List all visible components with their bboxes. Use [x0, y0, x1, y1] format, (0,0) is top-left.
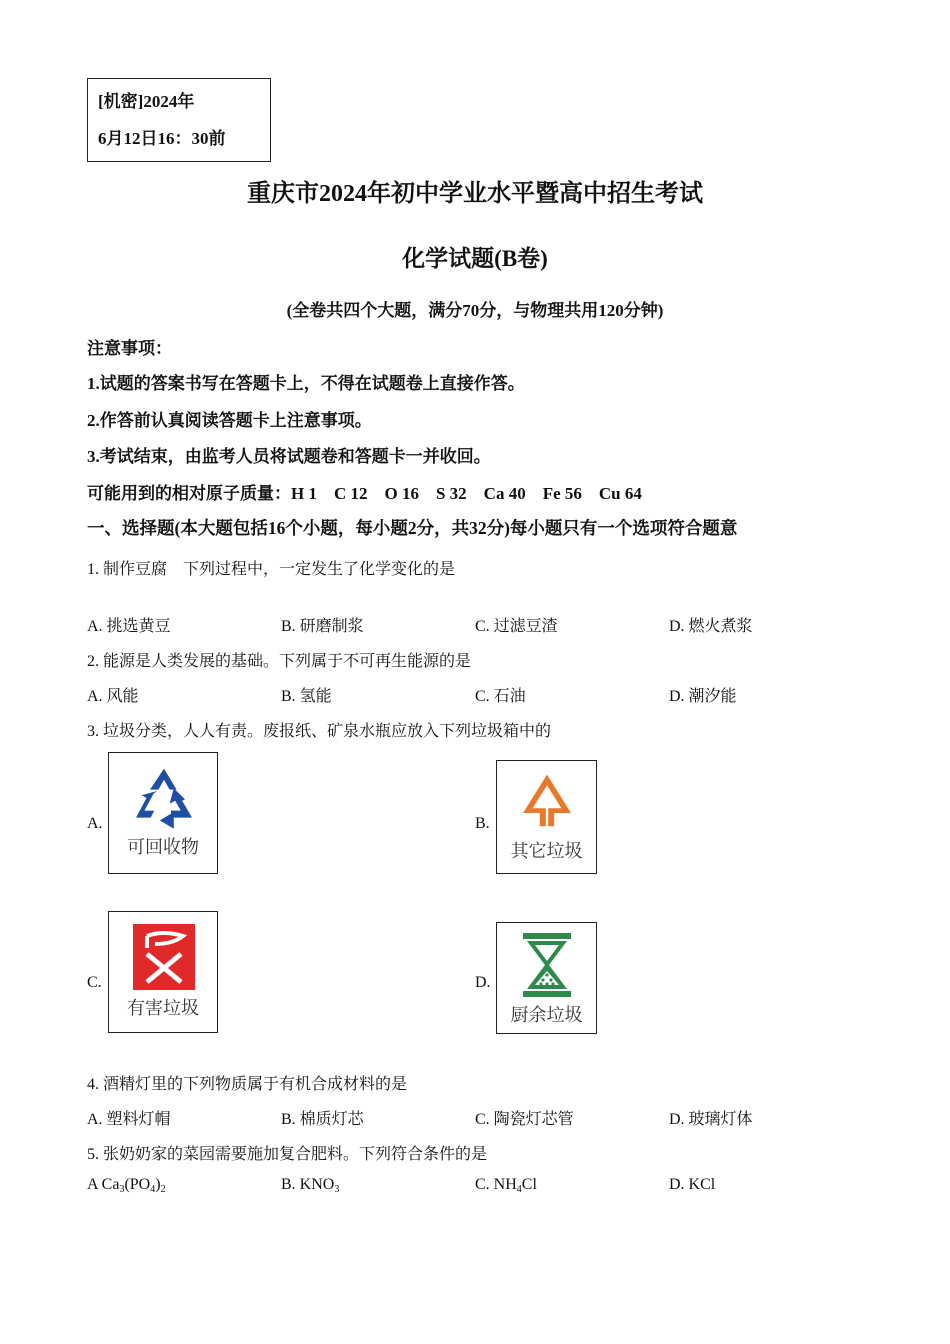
q2-option-b: B. 氢能 — [281, 688, 332, 705]
kitchen-waste-icon — [519, 933, 575, 997]
formula-part: D. KCl — [669, 1176, 716, 1193]
q4-option-b: B. 棉质灯芯 — [281, 1111, 364, 1128]
formula-part: Cl — [521, 1176, 537, 1193]
q3-option-d: D. — [475, 974, 491, 991]
q2-option-d: D. 潮汐能 — [669, 688, 737, 705]
other-waste-bin-sign — [496, 760, 597, 874]
other-waste-icon — [517, 771, 577, 831]
q5-option-d — [669, 1176, 715, 1194]
kitchen-waste-bin-sign — [496, 922, 597, 1034]
question-5-stem: 5. 张奶奶家的菜园需要施加复合肥料。下列符合条件的是 — [87, 1146, 488, 1163]
sign-label: 可回收物 — [127, 837, 199, 858]
section-heading: 一、选择题(本大题包括16个小题，每小题2分，共32分)每小题只有一个选项符合题意 — [87, 518, 738, 538]
notice-heading: 注意事项： — [87, 339, 172, 358]
confidential-box — [87, 78, 271, 162]
confidential-line2: 6月12日16：30前 — [98, 129, 226, 148]
sign-label: 厨余垃圾 — [510, 1005, 583, 1026]
exam-title: 重庆市2024年初中学业水平暨高中招生考试 — [247, 181, 703, 207]
recyclable-bin-sign — [108, 752, 218, 874]
formula-subscript: 4 — [150, 1184, 156, 1195]
question-1-stem: 1. 制作豆腐 下列过程中，一定发生了化学变化的是 — [87, 561, 456, 578]
sign-label: 其它垃圾 — [510, 841, 583, 862]
atomic-masses: 可能用到的相对原子质量：H 1 C 12 O 16 S 32 Ca 40 Fe 56 Cu 64 — [87, 484, 642, 503]
notice-item: 3.考试结束，由监考人员将试题卷和答题卡一并收回。 — [87, 447, 491, 466]
q1-option-c: C. 过滤豆渣 — [475, 618, 558, 635]
recycle-icon — [129, 763, 199, 833]
hazardous-waste-bin-sign — [108, 911, 218, 1033]
question-3-stem: 3. 垃圾分类，人人有责。废报纸、矿泉水瓶应放入下列垃圾箱中的 — [87, 723, 552, 740]
q4-option-d: D. 玻璃灯体 — [669, 1111, 753, 1128]
notice-item: 1.试题的答案书写在答题卡上，不得在试题卷上直接作答。 — [87, 374, 525, 393]
formula-subscript: 2 — [160, 1184, 166, 1195]
q4-option-a: A. 塑料灯帽 — [87, 1111, 171, 1128]
confidential-line1: [机密]2024年 — [98, 92, 195, 111]
notice-item: 2.作答前认真阅读答题卡上注意事项。 — [87, 411, 372, 430]
formula-part: C. NH — [475, 1176, 517, 1193]
q5-option-c — [475, 1176, 537, 1195]
formula-part: A Ca — [87, 1176, 120, 1193]
q5-option-a — [87, 1176, 166, 1195]
q3-option-a: A. — [87, 815, 103, 832]
formula-part: B. KNO — [281, 1176, 335, 1193]
question-2-stem: 2. 能源是人类发展的基础。下列属于不可再生能源的是 — [87, 653, 472, 670]
q3-option-b: B. — [475, 815, 490, 832]
q5-option-b — [281, 1176, 339, 1195]
q4-option-c: C. 陶瓷灯芯管 — [475, 1111, 574, 1128]
q3-option-c: C. — [87, 974, 102, 991]
question-4-stem: 4. 酒精灯里的下列物质属于有机合成材料的是 — [87, 1076, 408, 1093]
q2-option-c: C. 石油 — [475, 688, 526, 705]
formula-subscript: 3 — [334, 1184, 340, 1195]
formula-part: (PO — [124, 1176, 151, 1193]
q1-option-a: A. 挑选黄豆 — [87, 618, 171, 635]
hazardous-waste-icon — [133, 924, 195, 990]
q2-option-a: A. 风能 — [87, 688, 139, 705]
formula-part: ) — [155, 1176, 161, 1193]
formula-subscript: 3 — [119, 1184, 125, 1195]
q1-option-b: B. 研磨制浆 — [281, 618, 364, 635]
formula-subscript: 4 — [516, 1184, 522, 1195]
exam-subtitle: 化学试题(B卷) — [402, 246, 548, 271]
exam-note: (全卷共四个大题，满分70分，与物理共用120分钟) — [286, 301, 664, 320]
q1-option-d: D. 燃火煮浆 — [669, 618, 753, 635]
sign-label: 有害垃圾 — [127, 998, 199, 1019]
